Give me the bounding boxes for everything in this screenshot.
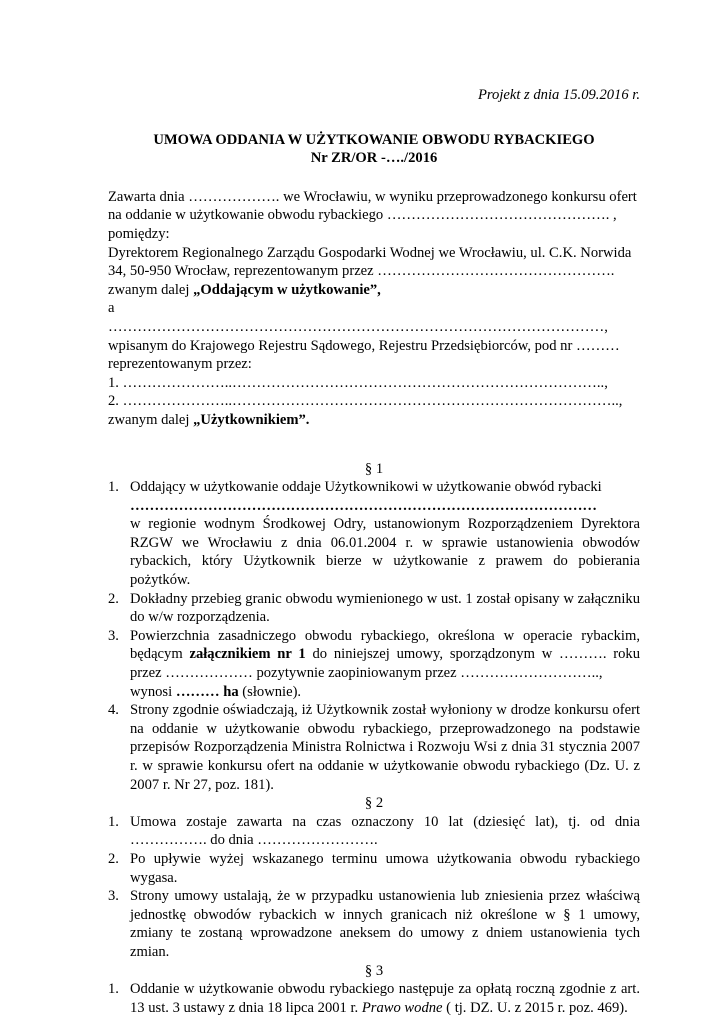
item-number: 1. — [108, 981, 119, 998]
document-body — [108, 86, 640, 1017]
list-item — [108, 701, 640, 794]
item-text: ( tj. DZ. U. z 2015 r. poz. 469). — [442, 999, 628, 1016]
item-blank: …………………………………………………………………………………… — [130, 497, 597, 514]
intro-line — [108, 281, 640, 300]
intro-line: …………………………………………………………………………………………, — [108, 318, 608, 335]
item-text: Powierzchnia zasadniczego obwodu rybackiego, określona w operacie rybackim, będącym — [130, 627, 640, 663]
item-number: 2. — [108, 590, 119, 607]
intro-text: zwanym dalej — [108, 281, 194, 298]
parties-intro — [108, 188, 640, 430]
item-text: Umowa zostaje zawarta na czas oznaczony 10 lat (dziesięć lat), tj. od dnia ……………. do dnia ……………………. — [130, 813, 640, 849]
item-text: Oddający w użytkowanie oddaje Użytkownikowi w użytkowanie obwód rybacki — [130, 479, 602, 496]
item-number: 1. — [108, 479, 119, 496]
intro-line: reprezentowanym przez: — [108, 356, 252, 373]
list-item — [108, 627, 640, 701]
item-text: Strony zgodnie oświadczają, iż Użytkownik został wyłoniony w drodze konkursu ofert na oddanie w użytkowanie obwodu rybackiego, przeprowadzonego na podstawie przepisów Rozporządzenia Ministra Rolnictwa i Rozwoju Wsi z dnia 31 stycznia 2007 r. w sprawie konkursu ofert na oddanie w użytkowanie obwodu rybackiego (Dz. U. z 2007 r. Nr 27, poz. 181). — [130, 702, 640, 793]
list-item — [108, 850, 640, 887]
intro-line — [108, 411, 640, 430]
item-text: Strony umowy ustalają, że w przypadku ustanowienia lub zniesienia przez właściwą jednostkę obwodów rybackich w innych granicach niż określone w § 1 umowy, zmiany te zostaną wprowadzone aneksem do umowy z dniem ustanowienia tych zmian. — [130, 888, 640, 960]
title-line-2: Nr ZR/OR -…./2016 — [310, 150, 438, 167]
section-heading: § 2 — [364, 795, 384, 812]
intro-line: na oddanie w użytkowanie obwodu rybackiego ………………………………………. , — [108, 207, 617, 224]
intro-line: a — [108, 300, 115, 317]
item-text: wynosi — [130, 683, 176, 700]
intro-line: Dyrektorem Regionalnego Zarządu Gospodarki Wodnej we Wrocławiu, ul. C.K. Norwida — [108, 244, 632, 261]
item-text: do niniejszej umowy, sporządzonym w ………. roku przez ……………… pozytywnie zaopiniowanym przez ……………………….., — [130, 646, 640, 682]
list-item — [108, 980, 640, 1017]
attachment-ref: załącznikiem nr 1 — [189, 646, 306, 663]
intro-line: 1. …………………..………………………………………………………………….., — [108, 374, 608, 391]
intro-text: zwanym dalej — [108, 411, 194, 428]
document-title — [108, 131, 640, 168]
item-text: w regionie wodnym Środkowej Odry, ustanowionym Rozporządzeniem Dyrektora RZGW we Wrocławiu z dnia 06.01.2004 r. w sprawie ustanowienia obwodów rybackich, który Użytkownik bierze w użytkowanie z prawem do pobierania pożytków. — [130, 516, 640, 589]
intro-line: Zawarta dnia ………………. we Wrocławiu, w wyniku przeprowadzonego konkursu ofert — [108, 188, 637, 205]
item-number: 4. — [108, 702, 119, 719]
section-1-list — [108, 478, 640, 794]
item-text: Po upływie wyżej wskazanego terminu umowa użytkowania obwodu rybackiego wygasa. — [130, 850, 640, 886]
intro-line: wpisanym do Krajowego Rejestru Sądowego, Rejestru Przedsiębiorców, pod nr ……… — [108, 337, 620, 354]
list-item — [108, 478, 640, 590]
list-item — [108, 590, 640, 627]
intro-line: 34, 50-950 Wrocław, reprezentowanym przez …………………………………………. — [108, 263, 615, 280]
item-number: 3. — [108, 888, 119, 905]
user-designation: „Użytkownikiem”. — [193, 411, 310, 428]
item-number: 2. — [108, 850, 119, 867]
item-number: 1. — [108, 813, 119, 830]
section-heading: § 1 — [364, 460, 384, 477]
item-text: Oddanie w użytkowanie obwodu rybackiego następuje za opłatą roczną zgodnie z art. 13 ust. 3 ustawy z dnia 18 lipca 2001 r. — [130, 981, 640, 1016]
section-heading: § 3 — [364, 962, 384, 979]
project-date-note: Projekt z dnia 15.09.2016 r. — [477, 87, 640, 103]
title-line-1: UMOWA ODDANIA W UŻYTKOWANIE OBWODU RYBACKIEGO — [153, 131, 595, 148]
act-title: Prawo wodne — [361, 999, 443, 1016]
list-item — [108, 887, 640, 961]
list-item — [108, 813, 640, 850]
item-text: Dokładny przebieg granic obwodu wymienionego w ust. 1 został opisany w załączniku do w/w rozporządzenia. — [130, 590, 640, 626]
item-text: (słownie). — [238, 683, 302, 700]
area-value: ……… ha — [175, 683, 239, 700]
intro-line: pomiędzy: — [108, 225, 170, 242]
item-number: 3. — [108, 627, 119, 644]
lessor-designation: „Oddającym w użytkowanie”, — [193, 281, 381, 298]
section-3-list — [108, 980, 640, 1017]
section-2-list — [108, 813, 640, 962]
intro-line: 2. …………………..…………………………………………………………………….., — [108, 393, 623, 410]
